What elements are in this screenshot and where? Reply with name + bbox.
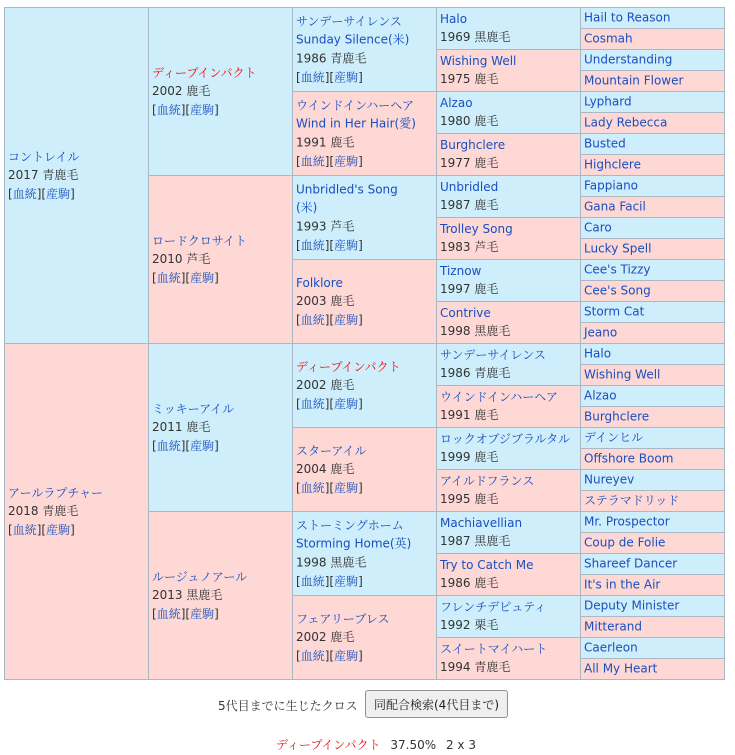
horse-name-link[interactable]: Cosmah (584, 31, 633, 46)
ancestor-info (584, 282, 722, 301)
birth-year-color: 1993 芦毛 (296, 219, 355, 234)
horse-name-link[interactable]: Lady Rebecca (584, 115, 668, 130)
ancestor-cell-gen5 (580, 280, 725, 302)
horse-name-link[interactable]: Try to Catch Me (440, 557, 534, 572)
ancestor-cell-gen4 (436, 385, 581, 428)
bloodline-link[interactable]: 血統 (300, 480, 325, 495)
ancestor-cell-gen3 (292, 259, 437, 344)
offspring-link[interactable]: 産駒 (190, 102, 215, 117)
ancestor-info (584, 93, 722, 112)
ancestor-info (584, 408, 722, 427)
ancestor-info (296, 96, 434, 171)
ancestor-cell-gen5 (580, 490, 725, 512)
ancestor-info (584, 30, 722, 49)
horse-name-link[interactable]: Trolley Song (440, 221, 513, 236)
cross-horse-name[interactable]: ディープインパクト (276, 738, 381, 752)
horse-name-link[interactable]: Busted (584, 136, 626, 151)
horse-name-link[interactable]: スイートマイハート (440, 641, 548, 656)
birth-year-color: 2002 鹿毛 (296, 630, 355, 645)
horse-name-link[interactable]: Nureyev (584, 472, 635, 487)
pedigree-links: [血統][産駒] (296, 396, 363, 411)
birth-year-color: 2002 鹿毛 (296, 378, 355, 393)
horse-name-link[interactable]: Highclere (584, 157, 641, 172)
ancestor-info (440, 304, 578, 342)
horse-name-link[interactable]: All My Heart (584, 661, 658, 676)
ancestor-cell-gen5 (580, 595, 725, 617)
bloodline-link[interactable]: 血統 (156, 102, 181, 117)
birth-year-color: 1997 鹿毛 (440, 282, 499, 297)
ancestor-info (584, 156, 722, 175)
horse-name-link[interactable]: アールラプチャー (8, 485, 104, 500)
ancestor-cell-gen5 (580, 322, 725, 344)
ancestor-info (440, 388, 578, 426)
horse-name-link[interactable]: スターアイル (296, 443, 367, 458)
offspring-link[interactable]: 産駒 (334, 154, 359, 169)
ancestor-cell-gen2 (148, 7, 293, 176)
ancestor-info (584, 114, 722, 133)
horse-name-link[interactable]: Contrive (440, 305, 491, 320)
pedigree-links: [血統][産駒] (8, 522, 75, 537)
pedigree-links: [血統][産駒] (152, 102, 219, 117)
ancestor-cell-gen5 (580, 469, 725, 491)
ancestor-info (584, 366, 722, 385)
ancestor-cell-gen1 (4, 7, 149, 344)
horse-name-link[interactable]: Mountain Flower (584, 73, 684, 88)
horse-name-link[interactable]: コントレイル (8, 149, 80, 164)
offspring-link[interactable]: 産駒 (334, 396, 359, 411)
birth-year-color: 1986 青鹿毛 (296, 51, 367, 66)
ancestor-cell-gen5 (580, 7, 725, 29)
ancestor-info (8, 147, 146, 203)
horse-name-link[interactable]: Deputy Minister (584, 598, 680, 613)
horse-name-link[interactable]: Lucky Spell (584, 241, 652, 256)
offspring-link[interactable]: 産駒 (334, 574, 359, 589)
ancestor-info (584, 135, 722, 154)
ancestor-info (584, 198, 722, 217)
ancestor-cell-gen3 (292, 511, 437, 596)
ancestor-info (584, 597, 722, 616)
ancestor-cell-gen5 (580, 637, 725, 659)
horse-english-name[interactable]: Wind in Her Hair(愛) (296, 116, 416, 131)
pedigree-links: [血統][産駒] (152, 270, 219, 285)
ancestor-info (584, 72, 722, 91)
ancestor-cell-gen5 (580, 364, 725, 386)
ancestor-cell-gen3 (292, 595, 437, 680)
horse-name-link[interactable]: Cee's Song (584, 283, 651, 298)
ancestor-info (584, 387, 722, 406)
horse-name-link[interactable]: Offshore Boom (584, 451, 674, 466)
ancestor-info (584, 660, 722, 679)
horse-name-link[interactable]: デインヒル (584, 430, 644, 445)
ancestor-info (440, 94, 578, 132)
birth-year-color: 2018 青鹿毛 (8, 504, 79, 519)
cross-percentage: 37.50% (390, 738, 437, 752)
bloodline-link[interactable]: 血統 (12, 186, 37, 201)
ancestor-cell-gen5 (580, 196, 725, 218)
ancestor-cell-gen4 (436, 511, 581, 554)
ancestor-cell-gen3 (292, 343, 437, 428)
ancestor-info (584, 555, 722, 574)
ancestor-info (584, 576, 722, 595)
offspring-link[interactable]: 産駒 (334, 480, 359, 495)
ancestor-info (584, 618, 722, 637)
offspring-link[interactable]: 産駒 (190, 438, 215, 453)
ancestor-cell-gen5 (580, 49, 725, 71)
ancestor-cell-gen4 (436, 553, 581, 596)
horse-name-link[interactable]: Tiznow (440, 263, 482, 278)
horse-name-link[interactable]: Storm Cat (584, 304, 645, 319)
ancestor-cell-gen2 (148, 343, 293, 512)
cross-summary (276, 736, 476, 753)
pedigree-links: [血統][産駒] (296, 648, 363, 663)
ancestor-cell-gen2 (148, 511, 293, 680)
offspring-link[interactable]: 産駒 (190, 270, 215, 285)
horse-name-link[interactable]: ロードクロサイト (152, 233, 247, 248)
ancestor-info (440, 556, 578, 594)
ancestor-info (8, 483, 146, 539)
horse-name-link[interactable]: Understanding (584, 52, 673, 67)
horse-name-link[interactable]: ウインドインハーヘア (296, 97, 414, 112)
horse-name-link[interactable]: サンデーサイレンス (296, 13, 402, 28)
offspring-link[interactable]: 産駒 (46, 186, 71, 201)
horse-name-link[interactable]: Fappiano (584, 178, 639, 193)
ancestor-info (152, 63, 290, 119)
ancestor-info (296, 180, 434, 255)
ancestor-cell-gen4 (436, 175, 581, 218)
ancestor-info (584, 9, 722, 28)
ancestor-info (152, 567, 290, 623)
pedigree-links: [血統][産駒] (152, 606, 219, 621)
birth-year-color: 2003 鹿毛 (296, 294, 355, 309)
pedigree-links: [血統][産駒] (296, 312, 363, 327)
bloodline-link[interactable]: 血統 (156, 438, 181, 453)
birth-year-color: 1992 栗毛 (440, 618, 499, 633)
birth-year-color: 1977 鹿毛 (440, 156, 499, 171)
bloodline-link[interactable]: 血統 (300, 70, 325, 85)
horse-name-link[interactable]: Machiavellian (440, 515, 523, 530)
ancestor-cell-gen5 (580, 154, 725, 176)
horse-name-link[interactable]: Jeano (584, 325, 618, 340)
ancestor-info (296, 516, 434, 591)
ancestor-cell-gen4 (436, 427, 581, 470)
ancestor-cell-gen4 (436, 7, 581, 50)
birth-year-color: 2013 黒鹿毛 (152, 588, 223, 603)
ancestor-info (584, 303, 722, 322)
birth-year-color: 2011 鹿毛 (152, 420, 211, 435)
horse-english-name[interactable]: Storming Home(英) (296, 536, 412, 551)
horse-name-link[interactable]: Burghclere (440, 137, 506, 152)
bloodline-link[interactable]: 血統 (300, 312, 325, 327)
ancestor-info (584, 534, 722, 553)
ancestor-info (440, 220, 578, 258)
bloodline-link[interactable]: 血統 (300, 396, 325, 411)
offspring-link[interactable]: 産駒 (334, 70, 359, 85)
cross-label: 5代目までに生じたクロス (218, 699, 358, 713)
ancestor-cell-gen5 (580, 217, 725, 239)
pedigree-links: [血統][産駒] (296, 238, 363, 253)
horse-name-link[interactable]: Burghclere (584, 409, 650, 424)
ancestor-info (296, 12, 434, 87)
horse-name-link[interactable]: ルージュノアール (152, 569, 248, 584)
birth-year-color: 1995 鹿毛 (440, 492, 499, 507)
ancestor-cell-gen5 (580, 301, 725, 323)
ancestor-cell-gen4 (436, 469, 581, 512)
horse-name-link[interactable]: Wishing Well (440, 53, 517, 68)
ancestor-info (296, 441, 434, 497)
ancestor-cell-gen2 (148, 175, 293, 344)
ancestor-cell-gen5 (580, 238, 725, 260)
ancestor-cell-gen5 (580, 70, 725, 92)
ancestor-cell-gen5 (580, 616, 725, 638)
birth-year-color: 2002 鹿毛 (152, 84, 211, 99)
ancestor-cell-gen5 (580, 553, 725, 575)
birth-year-color: 1975 鹿毛 (440, 72, 499, 87)
horse-name-link[interactable]: Gana Facil (584, 199, 646, 214)
ancestor-cell-gen4 (436, 637, 581, 680)
ancestor-info (584, 450, 722, 469)
ancestor-info (152, 399, 290, 455)
ancestor-cell-gen5 (580, 511, 725, 533)
horse-name-link[interactable]: Unbridled (440, 179, 499, 194)
birth-year-color: 2004 鹿毛 (296, 462, 355, 477)
horse-english-name[interactable]: Sunday Silence(米) (296, 32, 410, 47)
ancestor-info (440, 346, 578, 384)
ancestor-info (296, 609, 434, 665)
ancestor-cell-gen5 (580, 385, 725, 407)
ancestor-cell-gen5 (580, 574, 725, 596)
bloodline-link[interactable]: 血統 (156, 606, 181, 621)
ancestor-info (440, 262, 578, 300)
horse-name-link[interactable]: Halo (440, 11, 468, 26)
horse-name-link[interactable]: Shareef Dancer (584, 556, 678, 571)
ancestor-info (296, 273, 434, 329)
bloodline-link[interactable]: 血統 (300, 648, 325, 663)
offspring-link[interactable]: 産駒 (46, 522, 71, 537)
ancestor-info (584, 261, 722, 280)
ancestor-cell-gen4 (436, 301, 581, 344)
ancestor-info (584, 177, 722, 196)
bloodline-link[interactable]: 血統 (12, 522, 37, 537)
horse-name-link[interactable]: Caro (584, 220, 612, 235)
horse-name-link[interactable]: ディープインパクト (152, 65, 257, 80)
bloodline-link[interactable]: 血統 (300, 154, 325, 169)
ancestor-info (152, 231, 290, 287)
ancestor-cell-gen3 (292, 175, 437, 260)
ancestor-cell-gen5 (580, 532, 725, 554)
cross-generations: 2 x 3 (445, 738, 476, 752)
horse-name-link[interactable]: ロックオブジブラルタル (440, 431, 571, 446)
ancestor-info (440, 640, 578, 678)
horse-name-link[interactable]: ステラマドリッド (584, 493, 680, 508)
birth-year-color: 1991 鹿毛 (296, 135, 355, 150)
horse-name-link[interactable]: Mr. Prospector (584, 514, 670, 529)
ancestor-info (440, 52, 578, 90)
horse-name-link[interactable]: サンデーサイレンス (440, 347, 546, 362)
ancestor-cell-gen1 (4, 343, 149, 680)
ancestor-cell-gen5 (580, 133, 725, 155)
horse-name-link[interactable]: アイルドフランス (440, 473, 535, 488)
bloodline-link[interactable]: 血統 (300, 574, 325, 589)
ancestor-info (584, 51, 722, 70)
birth-year-color: 1980 鹿毛 (440, 114, 499, 129)
birth-year-color: 1999 鹿毛 (440, 450, 499, 465)
horse-name-link[interactable]: Hail to Reason (584, 10, 671, 25)
birth-year-color: 1986 鹿毛 (440, 576, 499, 591)
offspring-link[interactable]: 産駒 (334, 312, 359, 327)
ancestor-info (440, 10, 578, 48)
birth-year-color: 1987 鹿毛 (440, 198, 499, 213)
ancestor-cell-gen4 (436, 49, 581, 92)
ancestor-info (584, 240, 722, 259)
ancestor-info (440, 178, 578, 216)
ancestor-info (440, 472, 578, 510)
horse-name-link[interactable]: ストーミングホーム (296, 517, 404, 532)
birth-year-color: 1994 青鹿毛 (440, 660, 511, 675)
ancestor-cell-gen5 (580, 28, 725, 50)
ancestor-cell-gen4 (436, 217, 581, 260)
ancestor-info (584, 345, 722, 364)
horse-name-link[interactable]: Halo (584, 346, 612, 361)
ancestor-cell-gen4 (436, 259, 581, 302)
horse-name-link[interactable]: ディープインパクト (296, 359, 401, 374)
ancestor-info (440, 136, 578, 174)
horse-name-link[interactable]: Caerleon (584, 640, 638, 655)
birth-year-color: 2010 芦毛 (152, 252, 211, 267)
ancestor-info (584, 471, 722, 490)
horse-name-link[interactable]: ミッキーアイル (152, 401, 235, 416)
ancestor-cell-gen5 (580, 259, 725, 281)
horse-name-link[interactable]: Unbridled's Song (296, 181, 398, 196)
ancestor-info (584, 324, 722, 343)
bloodline-link[interactable]: 血統 (300, 238, 325, 253)
birth-year-color: 2017 青鹿毛 (8, 168, 79, 183)
offspring-link[interactable]: 産駒 (190, 606, 215, 621)
ancestor-cell-gen5 (580, 91, 725, 113)
ancestor-cell-gen5 (580, 448, 725, 470)
ancestor-cell-gen4 (436, 595, 581, 638)
ancestor-cell-gen5 (580, 406, 725, 428)
horse-name-link[interactable]: It's in the Air (584, 577, 661, 592)
pedigree-links: [血統][産駒] (296, 70, 363, 85)
birth-year-color: 1986 青鹿毛 (440, 366, 511, 381)
horse-name-link[interactable]: Mitterand (584, 619, 642, 634)
pedigree-links: [血統][産駒] (152, 438, 219, 453)
ancestor-cell-gen5 (580, 175, 725, 197)
horse-name-link[interactable]: フレンチデピュティ (440, 599, 547, 614)
ancestor-cell-gen5 (580, 658, 725, 680)
ancestor-cell-gen5 (580, 343, 725, 365)
birth-year-color: 1983 芦毛 (440, 240, 499, 255)
horse-name-link[interactable]: Lyphard (584, 94, 632, 109)
birth-year-color: 1969 黒鹿毛 (440, 30, 511, 45)
horse-english-name[interactable]: (米) (296, 200, 318, 215)
birth-year-color: 1998 黒鹿毛 (296, 555, 367, 570)
ancestor-cell-gen4 (436, 91, 581, 134)
birth-year-color: 1991 鹿毛 (440, 408, 499, 423)
ancestor-cell-gen3 (292, 7, 437, 92)
offspring-link[interactable]: 産駒 (334, 648, 359, 663)
ancestor-info (584, 429, 722, 448)
horse-name-link[interactable]: Coup de Folie (584, 535, 666, 550)
horse-name-link[interactable]: フェアリーブレス (296, 611, 390, 626)
ancestor-info (584, 492, 722, 511)
ancestor-info (440, 598, 578, 636)
ancestor-info (440, 514, 578, 552)
horse-name-link[interactable]: Folklore (296, 275, 343, 290)
ancestor-info (296, 357, 434, 413)
horse-name-link[interactable]: Alzao (584, 388, 617, 403)
bloodline-link[interactable]: 血統 (156, 270, 181, 285)
ancestor-cell-gen3 (292, 427, 437, 512)
ancestor-info (584, 513, 722, 532)
pedigree-links: [血統][産駒] (8, 186, 75, 201)
birth-year-color: 1987 黒鹿毛 (440, 534, 511, 549)
pedigree-table (4, 7, 724, 679)
ancestor-info (440, 430, 578, 468)
ancestor-info (584, 219, 722, 238)
pedigree-links: [血統][産駒] (296, 154, 363, 169)
pedigree-links: [血統][産駒] (296, 574, 363, 589)
ancestor-cell-gen4 (436, 133, 581, 176)
offspring-link[interactable]: 産駒 (334, 238, 359, 253)
ancestor-cell-gen5 (580, 427, 725, 449)
ancestor-info (584, 639, 722, 658)
same-mating-search-button[interactable]: 同配合検索(4代目まで) (365, 690, 508, 718)
ancestor-cell-gen4 (436, 343, 581, 386)
horse-name-link[interactable]: Alzao (440, 95, 473, 110)
ancestor-cell-gen3 (292, 91, 437, 176)
horse-name-link[interactable]: Cee's Tizzy (584, 262, 651, 277)
birth-year-color: 1998 黒鹿毛 (440, 324, 511, 339)
horse-name-link[interactable]: ウインドインハーヘア (440, 389, 558, 404)
pedigree-links: [血統][産駒] (296, 480, 363, 495)
horse-name-link[interactable]: Wishing Well (584, 367, 661, 382)
ancestor-cell-gen5 (580, 112, 725, 134)
